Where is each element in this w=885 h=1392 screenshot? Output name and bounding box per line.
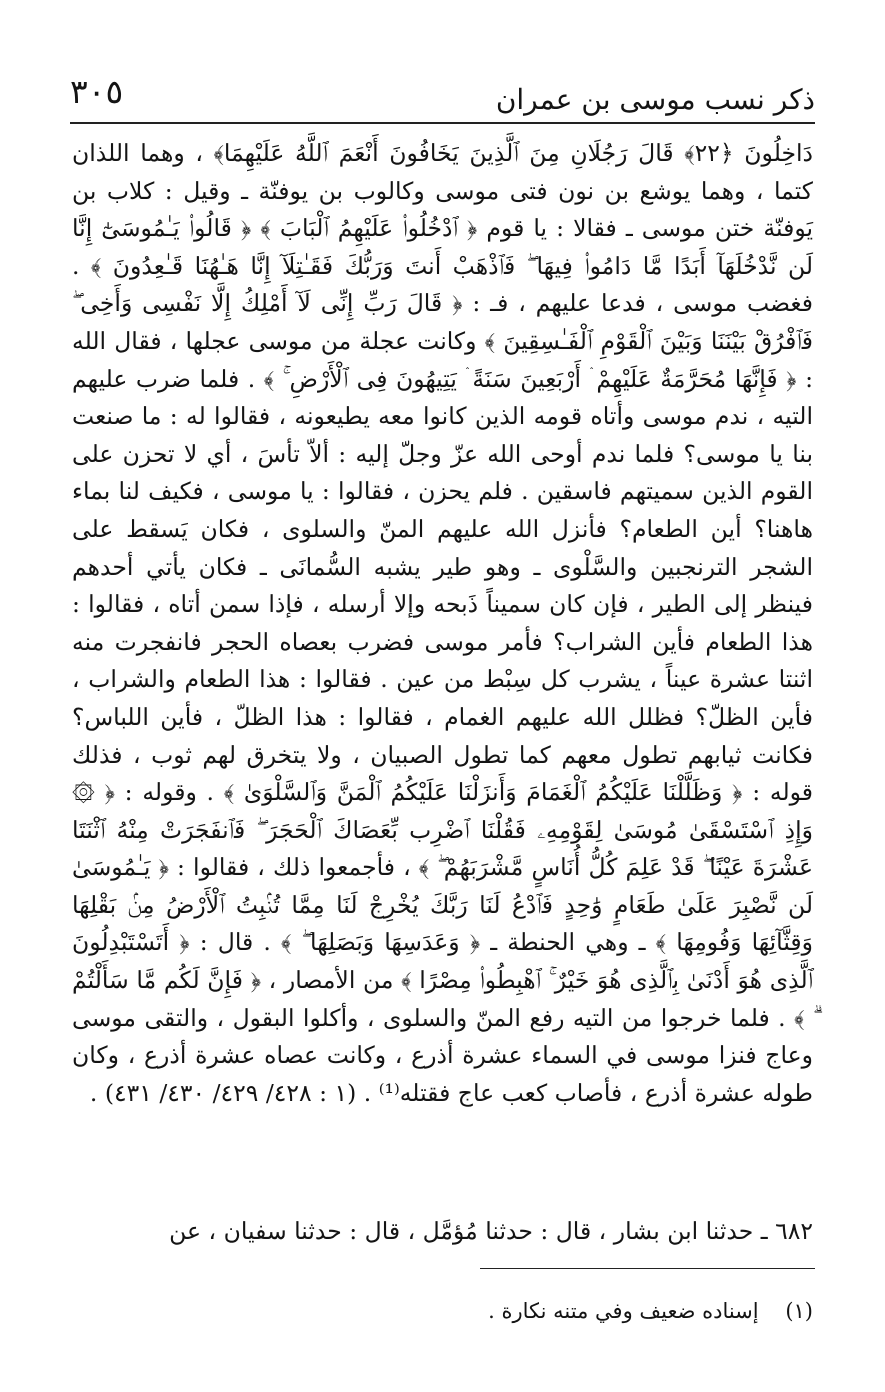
footnote-divider bbox=[480, 1268, 815, 1269]
running-title: ذكر نسب موسى بن عمران bbox=[495, 83, 815, 116]
main-text-paragraph: دَاخِلُونَ ﴿٢٢﴾ قَالَ رَجُلَانِ مِنَ ٱلَّذِينَ يَخَافُونَ أَنْعَمَ ٱللَّهُ عَلَيْهِمَا﴾ ، وهما اللذان كتما ، وهما يوشع بن نون فتى موسى وكالوب بن يوفنّة ـ وقيل : كلاب بن يَوفنّة ختن موسى ـ فقالا : يا قوم ﴿ ٱدْخُلُوا۟ عَلَيْهِمُ ٱلْبَابَ ﴾ ﴿ قَالُوا۟ يَـٰمُوسَىٰٓ إِنَّا لَن نَّدْخُلَهَآ أَبَدًا مَّا دَامُوا۟ فِيهَا ۖ فَٱذْهَبْ أَنتَ وَرَبُّكَ فَقَـٰتِلَآ إِنَّا هَـٰهُنَا قَـٰعِدُونَ ﴾ . فغضب موسى ، فدعا عليهم ، فـ : ﴿ قَالَ رَبِّ إِنِّى لَآ أَمْلِكُ إِلَّا نَفْسِى وَأَخِى ۖ فَٱفْرُقْ بَيْنَنَا وَبَيْنَ ٱلْقَوْمِ ٱلْفَـٰسِقِينَ ﴾ وكانت عجلة من موسى عجلها ، فقال الله : ﴿ فَإِنَّهَا مُحَرَّمَةٌ عَلَيْهِمْ ۛ أَرْبَعِينَ سَنَةً ۛ يَتِيهُونَ فِى ٱلْأَرْضِ ۚ ﴾ . فلما ضرب عليهم التيه ، ندم موسى وأتاه قومه الذين كانوا معه يطيعونه ، فقالوا له : ما صنعت بنا يا موسى؟ فلما ندم أوحى الله عزّ وجلّ إليه : ألاّ تأسَ ، أي لا تحزن على القوم الذين سميتهم فاسقين . فلم يحزن ، فقالوا : يا موسى ، فكيف لنا بماء هاهنا؟ أين الطعام؟ فأنزل الله عليهم المنّ والسلوى ، فكان يَسقط على الشجر الترنجبين والسَّلْوى ـ وهو طير يشبه السُّمانَى ـ فكان يأتي أحدهم فينظر إلى الطير ، فإن كان سميناً ذَبحه وإلا أرسله ، فإذا سمن أتاه ، فقالوا : هذا الطعام فأين الشراب؟ فأمر موسى فضرب بعصاه الحجر فانفجرت منه اثنتا عشرة عيناً ، يشرب كل سِبْط من عين . فقالوا : هذا الطعام والشراب ، فأين الظلّ؟ فظلل الله عليهم الغمام ، فقالوا : هذا الظلّ ، فأين اللباس؟ فكانت ثيابهم تطول معهم كما تطول الصبيان ، ولا يتخرق لهم ثوب ، فذلك قوله : ﴿ وَظَلَّلْنَا عَلَيْكُمُ ٱلْغَمَامَ وَأَنزَلْنَا عَلَيْكُمُ ٱلْمَنَّ وَٱلسَّلْوَىٰ ﴾ . وقوله : ﴿ ۞ وَإِذِ ٱسْتَسْقَىٰ مُوسَىٰ لِقَوْمِهِۦ فَقُلْنَا ٱضْرِب بِّعَصَاكَ ٱلْحَجَرَ ۖ فَٱنفَجَرَتْ مِنْهُ ٱثْنَتَا عَشْرَةَ عَيْنًا ۖ قَدْ عَلِمَ كُلُّ أُنَاسٍ مَّشْرَبَهُمْ ۖ ﴾ ، فأجمعوا ذلك ، فقالوا : ﴿ يَـٰمُوسَىٰ لَن نَّصْبِرَ عَلَىٰ طَعَامٍ وَٰحِدٍ فَٱدْعُ لَنَا رَبَّكَ يُخْرِجْ لَنَا مِمَّا تُنۢبِتُ ٱلْأَرْضُ مِنۢ بَقْلِهَا وَقِثَّآئِهَا وَفُومِهَا ﴾ ـ وهي الحنطة ـ ﴿ وَعَدَسِهَا وَبَصَلِهَا ۖ ﴾ . قال : ﴿ أَتَسْتَبْدِلُونَ ٱلَّذِى هُوَ أَدْنَىٰ بِٱلَّذِى هُوَ خَيْرٌ ۚ ٱهْبِطُوا۟ مِصْرًا ﴾ من الأمصار ، ﴿ فَإِنَّ لَكُم مَّا سَأَلْتُمْ ۗ ﴾ . فلما خرجوا من التيه رفع المنّ والسلوى ، وأكلوا البقول ، والتقى موسى وعاج فنزا موسى في السماء عشرة أذرع ، وكانت عصاه عشرة أذرع ، وكان طوله عشرة أذرع ، فأصاب كعب عاج فقتله⁽¹⁾ . (١ : ٤٢٨/ ٤٢٩/ ٤٣٠/ ٤٣١) . bbox=[72, 139, 813, 1107]
page-number: ٣٠٥ bbox=[70, 72, 124, 111]
footnote-number: (١) bbox=[785, 1299, 813, 1323]
hadith-paragraph: ٦٨٢ ـ حدثنا ابن بشار ، قال : حدثنا مُؤمَّل ، قال : حدثنا سفيان ، عن bbox=[169, 1217, 813, 1245]
footnote bbox=[488, 1296, 813, 1326]
page-header bbox=[70, 72, 815, 124]
footnote-text: إسناده ضعيف وفي متنه نكارة . bbox=[488, 1299, 759, 1323]
